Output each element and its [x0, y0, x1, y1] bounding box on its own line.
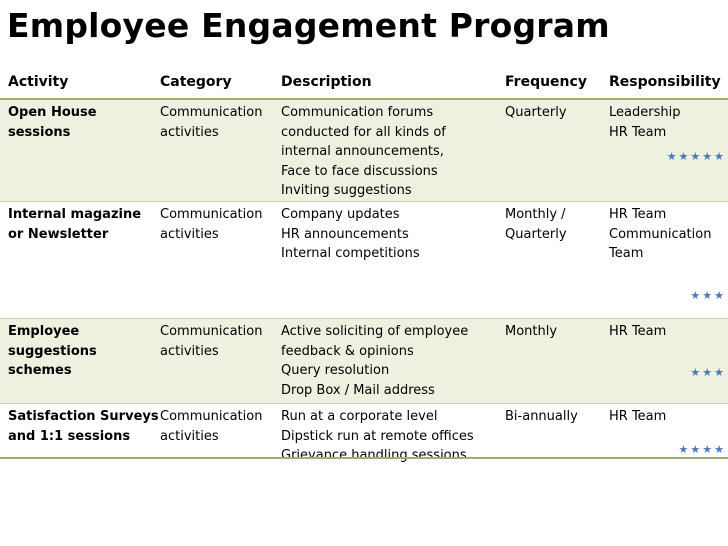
activity-cell: Internal magazine or Newsletter [8, 207, 142, 242]
star-rating-icon: ★★★ [690, 366, 726, 379]
activity-cell: Satisfaction Surveys and 1:1 sessions [8, 409, 159, 444]
table-row [0, 319, 728, 404]
star-rating-icon: ★★★★★ [666, 150, 726, 163]
responsibility-cell: Leadership HR Team [609, 105, 681, 140]
responsibility-cell: HR Team Communication Team [609, 207, 712, 261]
header-responsibility: Responsibility [609, 74, 721, 90]
table-header [0, 68, 728, 100]
header-description: Description [281, 74, 372, 90]
activity-cell: Open House sessions [8, 105, 97, 140]
category-cell: Communication activities [160, 207, 263, 242]
header-frequency: Frequency [505, 74, 587, 90]
category-cell: Communication activities [160, 105, 263, 140]
responsibility-cell: HR Team [609, 324, 667, 339]
star-rating-icon: ★★★ [690, 289, 726, 302]
header-activity: Activity [8, 74, 69, 90]
frequency-cell: Monthly / Quarterly [505, 207, 567, 242]
responsibility-cell: HR Team [609, 409, 667, 424]
star-rating-icon: ★★★★ [678, 443, 726, 456]
activity-cell: Employee suggestions schemes [8, 324, 97, 378]
frequency-cell: Monthly [505, 324, 558, 339]
page-title: Employee Engagement Program [7, 6, 610, 45]
category-cell: Communication activities [160, 324, 263, 359]
category-cell: Communication activities [160, 409, 263, 444]
table-bottom-rule [0, 457, 728, 459]
table-row [0, 202, 728, 319]
description-cell: Communication forums conducted for all kinds of internal announcements, Face to face discussions Inviting suggestions [281, 105, 446, 198]
frequency-cell: Bi-annually [505, 409, 578, 424]
frequency-cell: Quarterly [505, 105, 567, 120]
table-row [0, 404, 728, 463]
table-row [0, 100, 728, 202]
description-cell: Active soliciting of employee feedback & opinions Query resolution Drop Box / Mail address [281, 324, 469, 398]
description-cell: Run at a corporate level Dipstick run at remote offices Grievance handling sessions [281, 409, 474, 463]
header-category: Category [160, 74, 232, 90]
description-cell: Company updates HR announcements Internal competitions [281, 207, 420, 261]
engagement-table [0, 68, 728, 463]
